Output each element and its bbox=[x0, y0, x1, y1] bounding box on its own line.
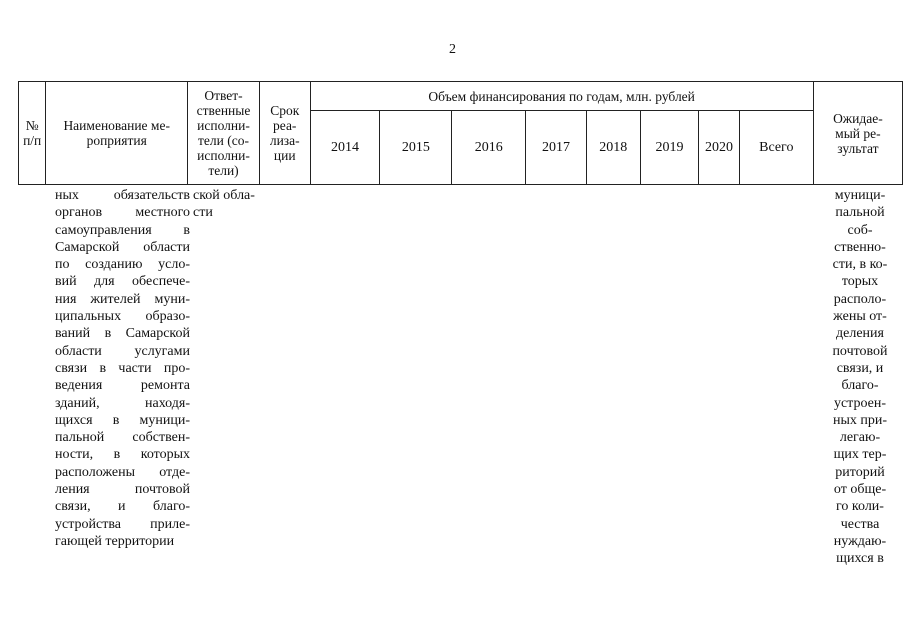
year-2014: 2014 bbox=[310, 111, 380, 185]
header-funding: Объем финансирования по годам, млн. рублей bbox=[310, 82, 813, 111]
header-executors: Ответ- ственные исполни- тели (со- исполни- тели) bbox=[188, 82, 260, 185]
name_lines-line: органов местного bbox=[55, 205, 190, 221]
result_lines-line: нуждаю- bbox=[833, 533, 887, 549]
result_lines-line: располо- bbox=[833, 291, 887, 307]
name_lines-line: вий для обеспече- bbox=[55, 274, 190, 290]
name_lines-line: ведения ремонта bbox=[55, 378, 190, 394]
name_lines-line: гающей территории bbox=[55, 533, 175, 549]
header-term: Срок реа- лиза- ции bbox=[259, 82, 310, 185]
name_lines-line: зданий, находя- bbox=[55, 395, 190, 411]
result_lines-line: соб- bbox=[847, 222, 873, 238]
name_lines-line: ности, в которых bbox=[55, 447, 190, 463]
result_lines-line: щих тер- bbox=[833, 447, 887, 463]
executors-text bbox=[193, 187, 263, 222]
year-2019: 2019 bbox=[640, 111, 699, 185]
name_lines-line: по созданию усло- bbox=[55, 257, 190, 273]
name_lines-line: связи в части про- bbox=[55, 360, 190, 376]
name_lines-line: пальной собствен- bbox=[55, 430, 190, 446]
name_lines-line: Самарской области bbox=[55, 239, 190, 255]
result_lines-line: от обще- bbox=[833, 482, 887, 498]
header-result: Ожидае- мый ре- зультат bbox=[813, 82, 902, 185]
year-2020: 2020 bbox=[699, 111, 739, 185]
result_lines-line: почтовой bbox=[832, 343, 888, 359]
result_lines-line: связи, и bbox=[836, 360, 884, 376]
year-2015: 2015 bbox=[380, 111, 452, 185]
result_lines-line: торых bbox=[841, 274, 879, 290]
name_lines-line: ления почтовой bbox=[55, 482, 190, 498]
page-number: 2 bbox=[449, 42, 456, 57]
result_lines-line: сти, в ко- bbox=[832, 257, 888, 273]
name_lines-line: ния жителей муни- bbox=[55, 291, 190, 307]
executor_lines-line: сти bbox=[193, 205, 213, 221]
result_lines-line: устроен- bbox=[833, 395, 887, 411]
name_lines-line: самоуправления в bbox=[55, 222, 190, 238]
expected-result-text bbox=[818, 187, 902, 568]
result_lines-line: деления bbox=[836, 326, 884, 342]
result_lines-line: легаю- bbox=[839, 430, 881, 446]
result_lines-line: ственно- bbox=[834, 239, 886, 255]
name_lines-line: ваний в Самарской bbox=[55, 326, 190, 342]
name_lines-line: ных обязательств bbox=[55, 188, 190, 203]
executor_lines-line: ской обла- bbox=[193, 188, 255, 203]
result_lines-line: чества bbox=[840, 516, 880, 532]
result_lines-line: щихся в bbox=[836, 551, 884, 567]
name_lines-line: ципальных образо- bbox=[55, 309, 190, 325]
result_lines-line: муници- bbox=[834, 188, 886, 203]
name_lines-line: расположены отде- bbox=[55, 464, 190, 480]
result_lines-line: пальной bbox=[835, 205, 885, 221]
result_lines-line: жены от- bbox=[833, 309, 887, 325]
header-name: Наименование ме- роприятия bbox=[46, 82, 188, 185]
activity-name-text bbox=[55, 187, 190, 550]
name_lines-line: щихся в муници- bbox=[55, 412, 190, 428]
result_lines-line: риторий bbox=[835, 464, 885, 480]
name_lines-line: области услугами bbox=[55, 343, 190, 359]
year-2017: 2017 bbox=[526, 111, 587, 185]
year-2016: 2016 bbox=[452, 111, 526, 185]
result_lines-line: го коли- bbox=[836, 499, 884, 515]
result_lines-line: ных при- bbox=[832, 412, 888, 428]
name_lines-line: связи, и благо- bbox=[55, 499, 190, 515]
funding-table-header bbox=[18, 81, 903, 185]
name_lines-line: устройства приле- bbox=[55, 516, 190, 532]
header-num: № п/п bbox=[19, 82, 46, 185]
year-total: Всего bbox=[739, 111, 813, 185]
year-2018: 2018 bbox=[586, 111, 640, 185]
result_lines-line: благо- bbox=[841, 378, 879, 394]
